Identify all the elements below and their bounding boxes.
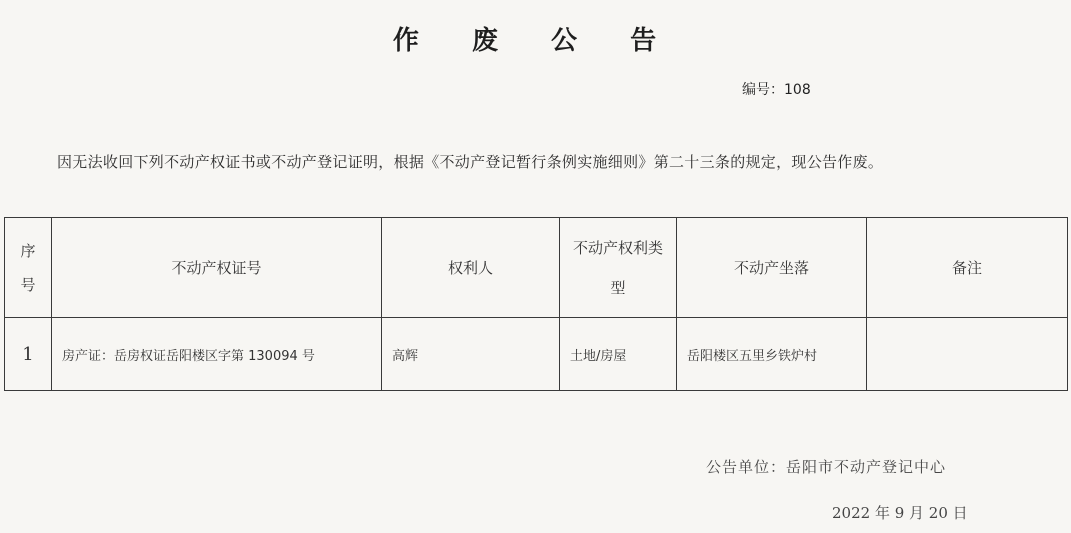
header-seq-line1: 序 [20, 241, 36, 260]
notice-number: 编号：108 [742, 82, 811, 98]
header-cert-no: 不动产权证号 [52, 218, 382, 318]
notice-body: 因无法收回下列不动产权证书或不动产登记证明，根据《不动产登记暂行条例实施细则》第二十三条的规定，现公告作废。 [57, 153, 884, 171]
row-location: 岳阳楼区五里乡铁炉村 [677, 318, 867, 391]
table-row [5, 318, 1068, 391]
row-right-type: 土地/房屋 [560, 318, 677, 391]
issue-date: 2022 年 9 月 20 日 [832, 504, 968, 522]
header-seq [5, 218, 52, 318]
header-right-type [560, 218, 677, 318]
row-cert-no: 房产证：岳房权证岳阳楼区字第 130094 号 [52, 318, 382, 391]
row-seq: 1 [5, 318, 52, 391]
row-holder: 高辉 [382, 318, 560, 391]
header-location: 不动产坐落 [677, 218, 867, 318]
header-right-type-line1: 不动产权利类 [572, 238, 663, 257]
header-seq-line2: 号 [20, 275, 36, 294]
void-certificate-table [4, 217, 1068, 391]
header-right-type-line2: 型 [610, 278, 626, 297]
header-holder: 权利人 [382, 218, 560, 318]
table-header-row [5, 218, 1068, 318]
row-remark [867, 318, 1068, 391]
issuing-unit: 公告单位：岳阳市不动产登记中心 [706, 458, 947, 476]
header-remark: 备注 [867, 218, 1068, 318]
notice-title: 作 废 公 告 [392, 26, 679, 56]
